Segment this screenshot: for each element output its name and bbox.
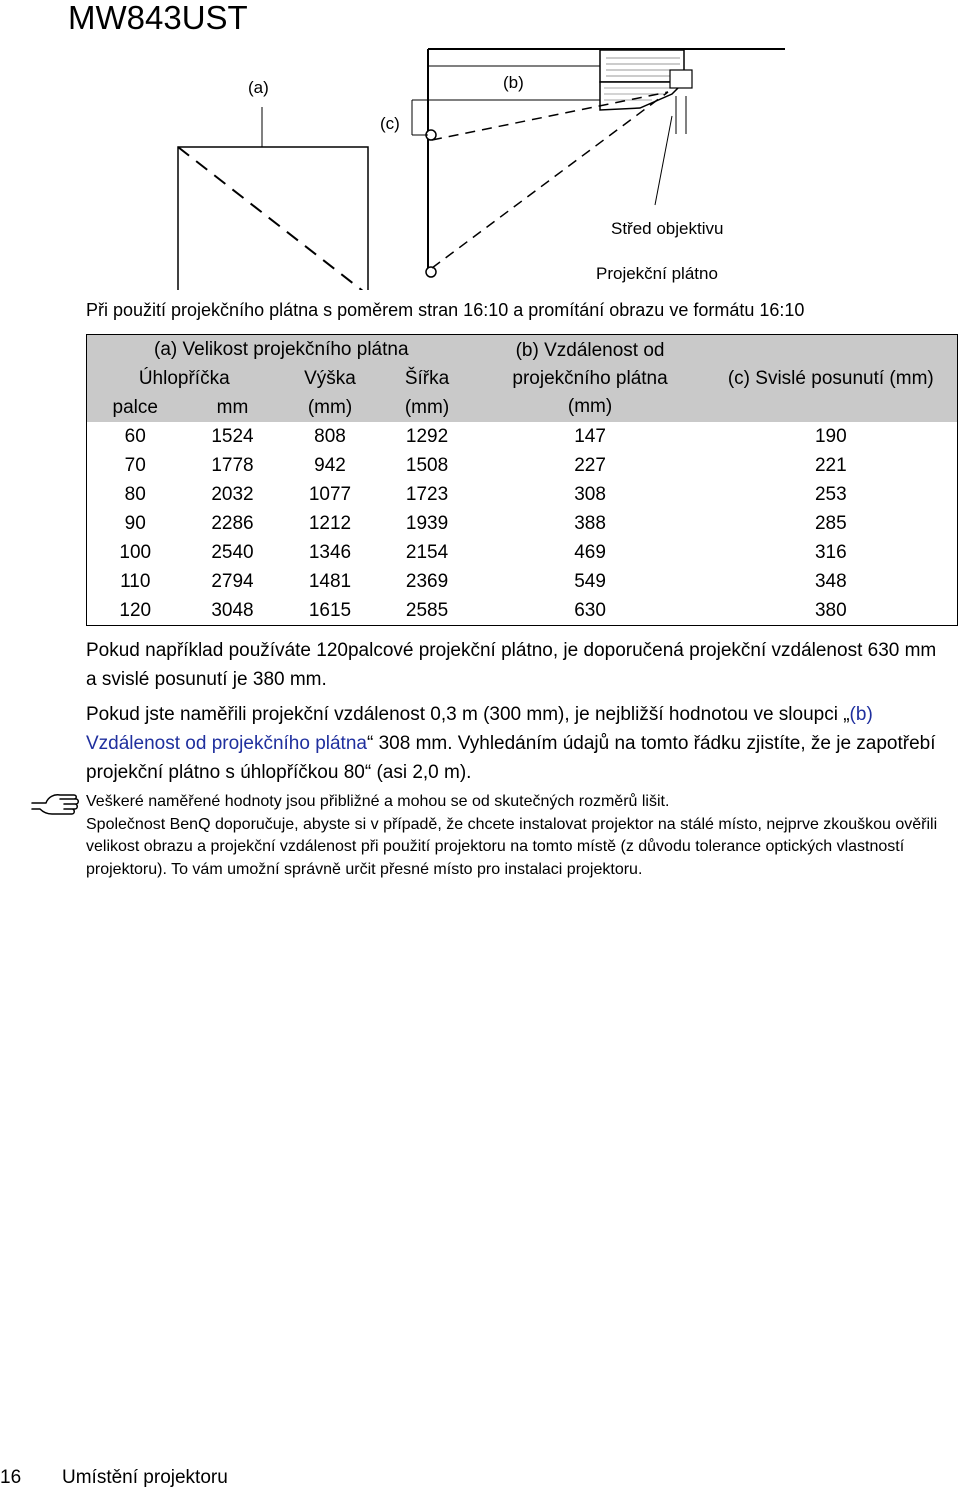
cell-inch: 70 [87,451,184,480]
cell-height: 1346 [308,542,352,563]
cell-mm: 3048 [184,596,282,626]
note-block [86,791,956,881]
cell-width: 2369 [405,571,449,592]
table-row [87,567,958,596]
table-row [87,596,958,626]
distance-column-link[interactable]: (b) Vzdálenost od projekčního plátna [86,704,873,754]
cell-mm: 1524 [211,426,254,447]
label-c: (c) [380,114,400,133]
header-distance-unit: (mm) [567,395,613,417]
cell-inch: 60 [87,422,184,451]
cell-distance: 388 [574,513,606,534]
example2-text-a: Pokud jste naměřili projekční vzdálenost 0,3 m (300 mm), je nejbližší hodnotou ve sloupci „ [86,704,850,725]
header-height-unit: (mm) [282,393,379,422]
cell-width: 2585 [379,596,476,626]
cell-mm: 2540 [211,542,254,563]
cell-offset: 221 [705,451,958,480]
cell-inch: 120 [87,596,184,626]
example-paragraph-2 [86,700,946,787]
cell-mm: 2794 [211,571,254,592]
header-mm: mm [184,393,282,422]
table-row [87,509,958,538]
header-offset: (c) Svislé posunutí (mm) [705,335,958,423]
cell-width: 1508 [405,455,449,476]
cell-inch: 80 [87,480,184,509]
header-distance [476,335,705,423]
cell-width: 1723 [405,484,449,505]
table-row [87,480,958,509]
cell-offset: 380 [705,596,958,626]
cell-inch: 90 [87,509,184,538]
label-a: (a) [248,78,269,97]
cell-height: 1212 [308,513,352,534]
cell-width: 1292 [405,426,449,447]
note-line-2: Společnost BenQ doporučuje, abyste si v případě, že chcete instalovat projektor na stálé místo, nejprve zkouškou ověřili velikost obrazu a projekční vzdálenost při použití projektoru na tomto místě (z důvodu tolerance optických vlastností projektoru). To vám umožní správně určit přesné místo pro instalaci projektoru. [86,815,938,878]
projection-table [86,334,958,626]
cell-width: 1939 [405,513,449,534]
header-diagonal: Úhlopříčka [87,364,282,393]
cell-offset: 316 [705,538,958,567]
header-distance-label: (b) Vzdálenost od projekčního plátna [512,339,668,389]
cell-height: 942 [314,455,346,476]
cell-height: 1615 [282,596,379,626]
screen-label: Projekční plátno [596,264,718,283]
cell-height: 1077 [308,484,352,505]
header-width: Šířka [379,364,476,393]
cell-offset: 253 [705,480,958,509]
cell-distance: 308 [574,484,606,505]
cell-mm: 2286 [211,513,254,534]
header-screen-size: (a) Velikost projekčního plátna [87,335,476,365]
cell-distance: 630 [476,596,705,626]
section-name: Umístění projektoru [62,1467,228,1488]
lens-center-label: Střed objektivu [611,219,724,238]
label-b: (b) [503,73,524,92]
cell-offset: 190 [705,422,958,451]
cell-offset: 348 [705,567,958,596]
cell-mm: 1778 [211,455,254,476]
projection-diagram-drawing [0,40,960,290]
header-width-unit: (mm) [379,393,476,422]
cell-width: 2154 [405,542,449,563]
note-hand-icon [30,791,82,825]
cell-mm: 2032 [211,484,254,505]
cell-height: 808 [314,426,346,447]
cell-offset: 285 [705,509,958,538]
cell-distance: 147 [574,426,606,447]
cell-distance: 227 [574,455,606,476]
cell-height: 1481 [308,571,352,592]
table-row [87,422,958,451]
note-line-1: Veškeré naměřené hodnoty jsou přibližné a mohou se od skutečných rozměrů lišit. [86,793,670,810]
example-paragraph-1: Pokud například používáte 120palcové projekční plátno, je doporučená projekční vzdálenost 630 mm a svislé posunutí je 380 mm. [86,640,937,690]
header-height: Výška [282,364,379,393]
example2-text-b: “ 308 mm. Vyhledáním údajů na tomto řádku zjistíte, že je zapotřebí projekční plátno s úhlopříčkou 80“ (asi 2,0 m). [86,733,936,783]
table-caption: Při použití projekčního plátna s poměrem stran 16:10 a promítání obrazu ve formátu 16:10 [86,300,805,320]
cell-inch: 110 [87,567,184,596]
header-inch: palce [87,393,184,422]
table-row [87,451,958,480]
table-row [87,538,958,567]
cell-distance: 549 [574,571,606,592]
page-number: 16 [0,1467,22,1488]
projection-diagram [0,40,960,290]
model-title: MW843UST [68,0,248,36]
cell-inch: 100 [87,538,184,567]
cell-distance: 469 [574,542,606,563]
